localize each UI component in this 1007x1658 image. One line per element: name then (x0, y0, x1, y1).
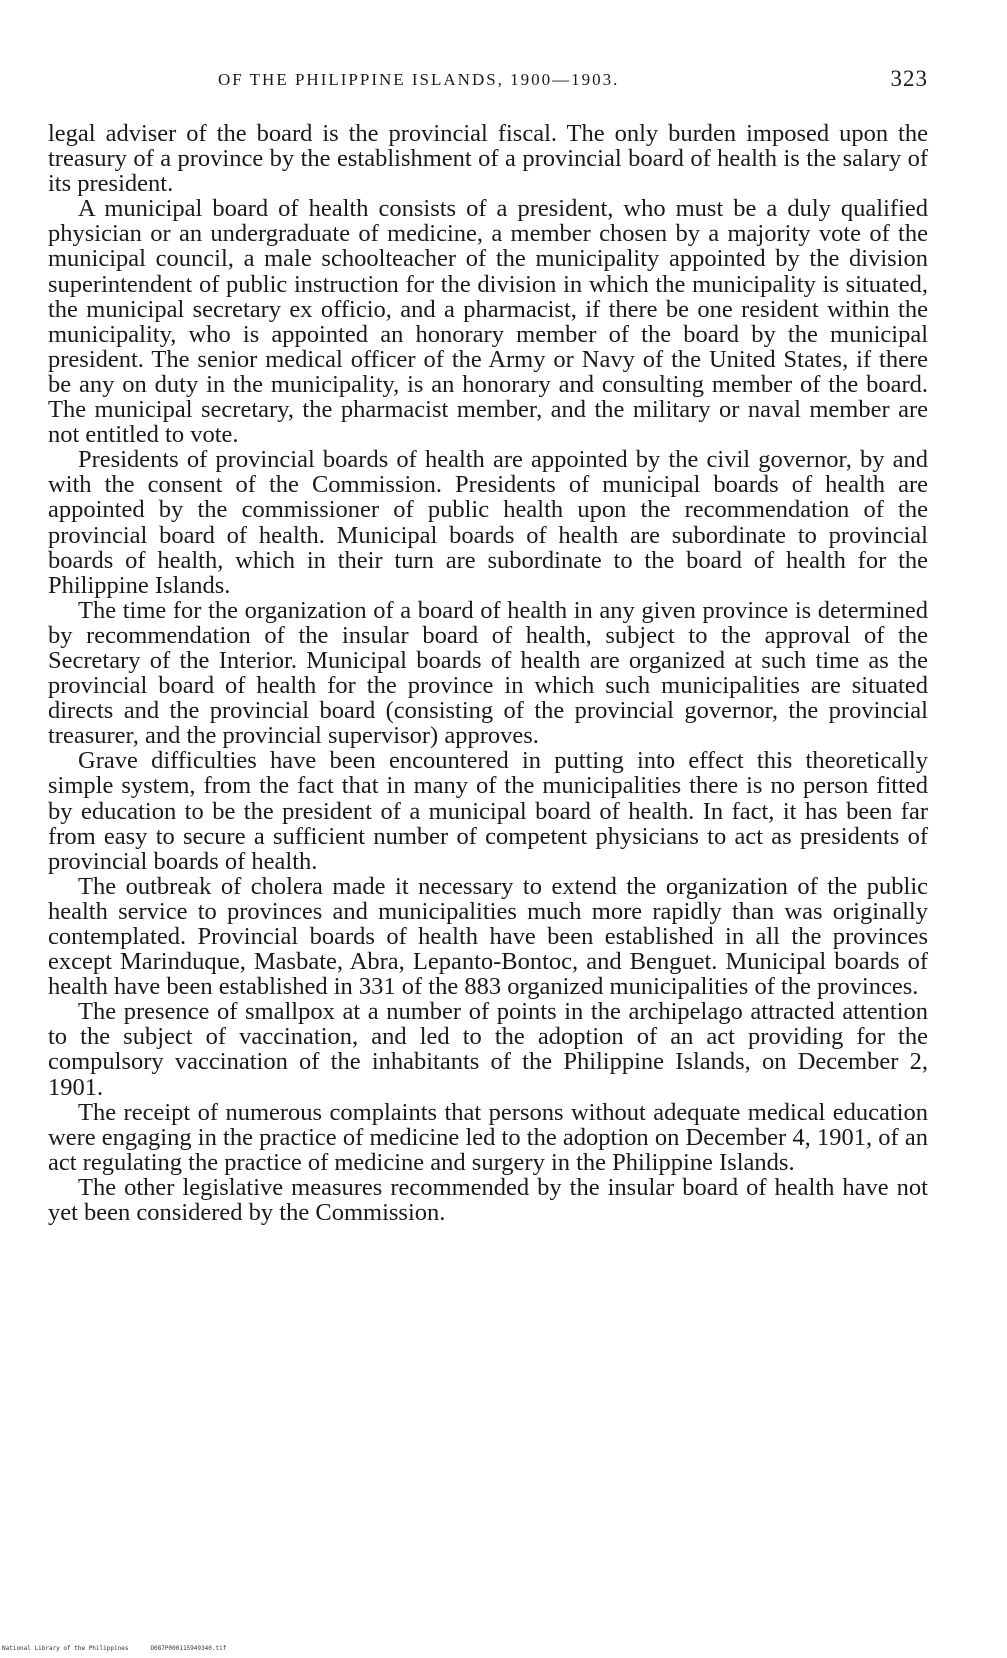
scan-footer (2, 1645, 226, 1652)
paragraph-9: The other legislative measures recommended by the insular board of health have not yet been considered by the Commission. (48, 1173, 928, 1227)
paragraph-6: The outbreak of cholera made it necessary to extend the organization of the public health service to provinces and municipalities much more rapidly than was originally contemplated. Provincial boards of health have been established in all the provinces except Marinduque, Masbate, Abra, Lepanto-Bontoc, and Benguet. Municipal boards of health have been established in 331 of the 883 organized municipalities of the provinces. (48, 872, 928, 1001)
paragraph-3: Presidents of provincial boards of health are appointed by the civil governor, by and with the consent of the Commission. Presidents of municipal boards of health are appointed by the commissioner of public health upon the recommendation of the provincial board of health. Municipal boards of health are subordinate to provincial boards of health, which in their turn are subordinate to the board of health for the Philippine Islands. (48, 446, 928, 599)
footer-library: National Library of the Philippines (2, 1645, 129, 1652)
page-number: 323 (890, 66, 928, 91)
paragraph-4: The time for the organization of a board of health in any given province is determined by recommendation of the insular board of health, subject to the approval of the Secretary of the Interior. Municipal boards of health are organized at such time as the provincial board of health for the province in which such municipalities are situated directs and the provincial board (consisting of the provincial governor, the provincial treasurer, and the provincial supervisor) approves. (48, 596, 928, 750)
paragraph-1: legal adviser of the board is the provincial fiscal. The only burden imposed upon the treasury of a province by the establishment of a provincial board of health is the salary of its president. (48, 120, 928, 198)
paragraph-8: The receipt of numerous complaints that persons without adequate medical education were engaging in the practice of medicine led to the adoption on December 4, 1901, of an act regulating the practice of medicine and surgery in the Philippine Islands. (48, 1098, 928, 1176)
paragraph-7: The presence of smallpox at a number of points in the archipelago attracted attention to the subject of vaccination, and led to the adoption of an act providing for the compulsory vaccination of the inhabitants of the Philippine Islands, on December 2, 1901. (48, 998, 928, 1101)
running-head: OF THE PHILIPPINE ISLANDS, 1900—1903. (218, 70, 620, 89)
page-header (48, 66, 928, 96)
paragraph-2: A municipal board of health consists of a president, who must be a duly qualified physician or an undergraduate of medicine, a member chosen by a majority vote of the municipal council, a male schoolteacher of the municipality appointed by the division superintendent of public instruction for the division in which the municipality is situated, the municipal secretary ex officio, and a pharmacist, if there be one resident within the municipality, who is appointed an honorary member of the board by the municipal president. The senior medical officer of the Army or Navy of the United States, if there be any on duty in the municipality, is an honorary and consulting member of the board. The municipal secretary, the pharmacist member, and the military or naval member are not entitled to vote. (48, 195, 928, 449)
body-text (48, 121, 928, 1225)
paragraph-5: Grave difficulties have been encountered in putting into effect this theoretically simple system, from the fact that in many of the municipalities there is no person fitted by education to be the president of a municipal board of health. In fact, it has been far from easy to secure a sufficient number of competent physicians to act as presidents of provincial boards of health. (48, 747, 928, 875)
footer-file-id: D087P000115949340.tif (150, 1645, 227, 1652)
